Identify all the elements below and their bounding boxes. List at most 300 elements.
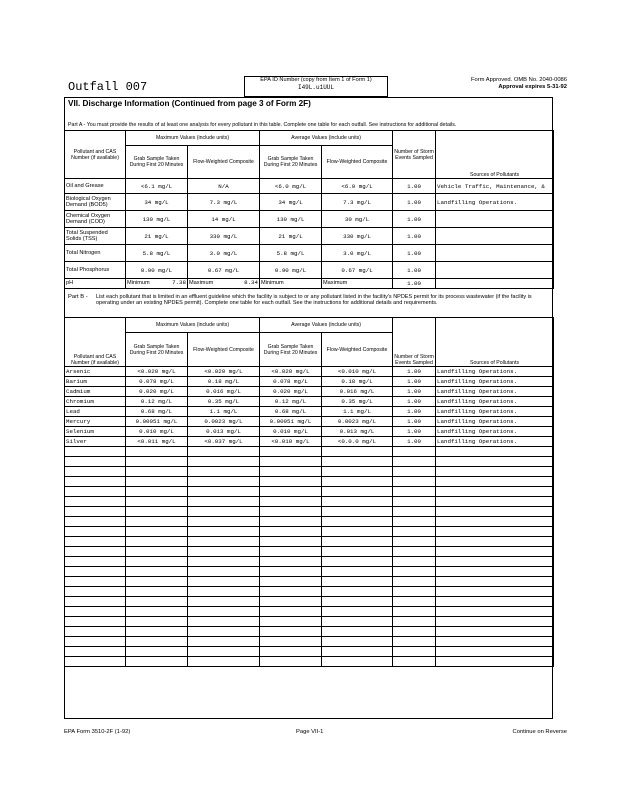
cell-max-flow[interactable]: 1.1 mg/L	[188, 407, 260, 417]
empty-cell[interactable]	[65, 657, 126, 667]
empty-cell[interactable]	[393, 547, 436, 557]
empty-cell[interactable]	[322, 637, 393, 647]
empty-cell[interactable]	[436, 637, 554, 647]
empty-cell[interactable]	[126, 477, 188, 487]
col-sources-header: Sources of Pollutants	[436, 131, 554, 179]
cell-source[interactable]: Landfilling Operations.	[436, 387, 554, 397]
empty-row	[65, 487, 554, 497]
empty-cell[interactable]	[188, 487, 260, 497]
empty-cell[interactable]	[65, 487, 126, 497]
cell-avg-grab[interactable]: 0.020 mg/L	[260, 387, 322, 397]
empty-cell[interactable]	[188, 507, 260, 517]
empty-cell[interactable]	[126, 517, 188, 527]
cell-max-flow[interactable]: 0.18 mg/L	[188, 377, 260, 387]
empty-cell[interactable]	[393, 487, 436, 497]
empty-cell[interactable]	[260, 537, 322, 547]
empty-cell[interactable]	[65, 507, 126, 517]
cell-max-grab[interactable]: 0.010 mg/L	[126, 427, 188, 437]
epa-id-label: EPA ID Number (copy from Item 1 of Form 1)	[260, 77, 372, 83]
empty-cell[interactable]	[436, 537, 554, 547]
cell-avg-flow[interactable]: 0.18 mg/L	[322, 377, 393, 387]
part-b-note: List each pollutant that is limited in an effluent guideline which the facility is subject to or any pollutant listed in the facility's NPDES permit for its process wastewater (if the facility is operating under an existing NPDES permit). Complete one table for each outfall. See the instructions for additional details and requirements.	[96, 294, 532, 307]
empty-cell[interactable]	[188, 607, 260, 617]
epa-id-box	[244, 76, 388, 97]
cell-avg-grab[interactable]: 5.8 mg/L	[260, 245, 322, 262]
cell-events[interactable]: 1.00	[393, 211, 436, 228]
ph-min-value[interactable]: 7.38	[172, 279, 186, 287]
empty-cell[interactable]	[188, 637, 260, 647]
cell-max-grab[interactable]: 0.12 mg/L	[126, 397, 188, 407]
cell-max-grab[interactable]: 0.68 mg/L	[126, 407, 188, 417]
cell-events[interactable]: 1.00	[393, 377, 436, 387]
empty-cell[interactable]	[436, 517, 554, 527]
b-col-avg-flow-header: Flow-Weighted Composite	[322, 333, 393, 367]
empty-cell[interactable]	[436, 477, 554, 487]
empty-cell[interactable]	[322, 647, 393, 657]
table-row	[65, 367, 554, 377]
table-row	[65, 262, 554, 279]
cell-source[interactable]	[436, 245, 554, 262]
cell-avg-flow[interactable]: 0.016 mg/L	[322, 387, 393, 397]
empty-cell[interactable]	[188, 567, 260, 577]
empty-cell[interactable]	[322, 547, 393, 557]
empty-cell[interactable]	[126, 617, 188, 627]
cell-events[interactable]: 1.00	[393, 179, 436, 194]
empty-cell[interactable]	[126, 457, 188, 467]
ph-max-value[interactable]: 8.34	[244, 279, 259, 287]
cell-avg-flow[interactable]: 1.1 mg/L	[322, 407, 393, 417]
cell-source[interactable]	[436, 211, 554, 228]
cell-avg-flow[interactable]: 330 mg/L	[322, 228, 393, 245]
empty-cell[interactable]	[188, 627, 260, 637]
empty-cell[interactable]	[188, 547, 260, 557]
empty-cell[interactable]	[393, 577, 436, 587]
empty-cell[interactable]	[126, 657, 188, 667]
empty-cell[interactable]	[188, 457, 260, 467]
empty-cell[interactable]	[393, 457, 436, 467]
empty-cell[interactable]	[126, 557, 188, 567]
cell-max-flow[interactable]: 14 mg/L	[188, 211, 260, 228]
empty-cell[interactable]	[260, 587, 322, 597]
cell-source[interactable]: Landfilling Operations.	[436, 367, 554, 377]
table-row	[65, 179, 554, 194]
cell-avg-grab[interactable]: 34 mg/L	[260, 194, 322, 211]
ph-label-text: pH	[66, 280, 74, 287]
cell-avg-flow[interactable]: 0.013 mg/L	[322, 427, 393, 437]
empty-cell[interactable]	[393, 607, 436, 617]
empty-cell[interactable]	[260, 497, 322, 507]
empty-cell[interactable]	[126, 637, 188, 647]
empty-cell[interactable]	[188, 517, 260, 527]
cell-source[interactable]: Landfilling Operations.	[436, 397, 554, 407]
cell-events[interactable]: 1.00	[393, 427, 436, 437]
b-col-events-header: Number of Storm Events Sampled	[393, 318, 436, 367]
empty-cell[interactable]	[126, 537, 188, 547]
outfall-number: Outfall 007	[68, 80, 148, 94]
part-a-table	[64, 130, 554, 289]
cell-source[interactable]: Vehicle Traffic, Maintenance, &	[436, 179, 554, 194]
empty-cell[interactable]	[65, 617, 126, 627]
cell-avg-flow[interactable]: <0.010 mg/L	[322, 367, 393, 377]
empty-row	[65, 507, 554, 517]
cell-max-grab[interactable]: <6.1 mg/L	[126, 179, 188, 194]
empty-cell[interactable]	[436, 607, 554, 617]
empty-cell[interactable]	[188, 647, 260, 657]
cell-max-grab[interactable]: 0.90 mg/L	[126, 262, 188, 279]
empty-cell[interactable]	[322, 477, 393, 487]
cell-avg-grab[interactable]: <6.0 mg/L	[260, 179, 322, 194]
empty-cell[interactable]	[436, 577, 554, 587]
cell-events[interactable]: 1.00	[393, 417, 436, 427]
empty-cell[interactable]	[322, 447, 393, 457]
empty-row	[65, 657, 554, 667]
empty-cell[interactable]	[393, 507, 436, 517]
approval-expiry: Approval expires 5-31-92	[498, 84, 567, 90]
empty-cell[interactable]	[188, 587, 260, 597]
empty-cell[interactable]	[260, 657, 322, 667]
pollutant-name: Barium	[65, 377, 126, 387]
empty-cell[interactable]	[126, 647, 188, 657]
empty-cell[interactable]	[65, 627, 126, 637]
ph-min2-label-text: Minimum	[261, 280, 284, 287]
empty-cell[interactable]	[260, 467, 322, 477]
cell-events[interactable]: 1.00	[393, 228, 436, 245]
pollutant-name: Selenium	[65, 427, 126, 437]
cell-max-flow[interactable]: 3.0 mg/L	[188, 245, 260, 262]
empty-cell[interactable]	[436, 597, 554, 607]
empty-cell[interactable]	[126, 497, 188, 507]
cell-source[interactable]: Landfilling Operations.	[436, 194, 554, 211]
cell-avg-grab[interactable]: 0.68 mg/L	[260, 407, 322, 417]
cell-max-grab[interactable]: 130 mg/L	[126, 211, 188, 228]
empty-cell[interactable]	[393, 637, 436, 647]
empty-cell[interactable]	[260, 577, 322, 587]
empty-cell[interactable]	[260, 527, 322, 537]
cell-max-flow[interactable]: N/A	[188, 179, 260, 194]
cell-max-flow[interactable]: 7.3 mg/L	[188, 194, 260, 211]
empty-cell[interactable]	[393, 567, 436, 577]
ph-min-label-text: Minimum	[127, 280, 150, 287]
ph-source-empty[interactable]	[436, 279, 554, 289]
empty-cell[interactable]	[322, 577, 393, 587]
empty-cell[interactable]	[260, 617, 322, 627]
empty-cell[interactable]	[260, 487, 322, 497]
empty-cell[interactable]	[126, 507, 188, 517]
empty-cell[interactable]	[260, 557, 322, 567]
empty-cell[interactable]	[393, 647, 436, 657]
empty-cell[interactable]	[65, 577, 126, 587]
empty-row	[65, 517, 554, 527]
empty-row	[65, 567, 554, 577]
empty-cell[interactable]	[188, 497, 260, 507]
cell-max-flow[interactable]: <0.020 mg/L	[188, 367, 260, 377]
empty-cell[interactable]	[188, 527, 260, 537]
empty-cell[interactable]	[260, 517, 322, 527]
empty-cell[interactable]	[126, 547, 188, 557]
col-pollutant-header: Pollutant and CAS Number (if available)	[65, 131, 126, 179]
empty-cell[interactable]	[188, 617, 260, 627]
empty-cell[interactable]	[436, 527, 554, 537]
cell-avg-grab[interactable]: 21 mg/L	[260, 228, 322, 245]
table-row	[65, 245, 554, 262]
empty-cell[interactable]	[260, 637, 322, 647]
empty-cell[interactable]	[436, 497, 554, 507]
cell-source[interactable]: Landfilling Operations.	[436, 427, 554, 437]
cell-source[interactable]	[436, 262, 554, 279]
table-row	[65, 228, 554, 245]
ph-max-label	[188, 279, 260, 289]
empty-cell[interactable]	[260, 627, 322, 637]
empty-cell[interactable]	[393, 497, 436, 507]
empty-cell[interactable]	[260, 607, 322, 617]
cell-max-flow[interactable]: 0.016 mg/L	[188, 387, 260, 397]
cell-avg-flow[interactable]: <6.0 mg/L	[322, 179, 393, 194]
empty-cell[interactable]	[322, 567, 393, 577]
footer-form-number: EPA Form 3510-2F (1-92)	[64, 729, 131, 735]
empty-cell[interactable]	[126, 447, 188, 457]
empty-cell[interactable]	[65, 547, 126, 557]
approval-omb: Form Approved. OMB No. 2040-0086	[470, 77, 567, 83]
cell-max-grab[interactable]: 0.078 mg/L	[126, 377, 188, 387]
cell-max-flow[interactable]: 0.67 mg/L	[188, 262, 260, 279]
empty-cell[interactable]	[126, 607, 188, 617]
cell-source[interactable]: Landfilling Operations.	[436, 377, 554, 387]
empty-cell[interactable]	[65, 587, 126, 597]
cell-source[interactable]: Landfilling Operations.	[436, 417, 554, 427]
pollutant-name: Silver	[65, 437, 126, 447]
empty-cell[interactable]	[436, 457, 554, 467]
ph-max2-label-text: Maximum	[323, 280, 348, 287]
cell-events[interactable]: 1.00	[393, 407, 436, 417]
empty-cell[interactable]	[65, 537, 126, 547]
empty-row	[65, 547, 554, 557]
empty-cell[interactable]	[260, 647, 322, 657]
empty-cell[interactable]	[260, 477, 322, 487]
empty-cell[interactable]	[322, 657, 393, 667]
cell-max-grab[interactable]: 21 mg/L	[126, 228, 188, 245]
empty-cell[interactable]	[188, 477, 260, 487]
cell-events[interactable]: 1.00	[393, 194, 436, 211]
empty-cell[interactable]	[393, 537, 436, 547]
pollutant-name: Biological Oxygen Demand (BOD5)	[65, 194, 126, 211]
cell-avg-flow[interactable]: <0.0.0 mg/L	[322, 437, 393, 447]
cell-avg-grab[interactable]: 0.12 mg/L	[260, 397, 322, 407]
empty-cell[interactable]	[260, 447, 322, 457]
col-avg-grab-header: Grab Sample Taken During First 20 Minutes	[260, 146, 322, 179]
cell-avg-grab[interactable]: <0.020 mg/L	[260, 367, 322, 377]
ph-events[interactable]	[393, 279, 436, 289]
cell-max-grab[interactable]: 0.020 mg/L	[126, 387, 188, 397]
pollutant-name: Total Phosphorus	[65, 262, 126, 279]
empty-cell[interactable]	[260, 597, 322, 607]
empty-cell[interactable]	[322, 467, 393, 477]
table-row	[65, 407, 554, 417]
empty-row	[65, 627, 554, 637]
empty-cell[interactable]	[65, 567, 126, 577]
empty-cell[interactable]	[436, 657, 554, 667]
empty-cell[interactable]	[65, 497, 126, 507]
empty-cell[interactable]	[65, 457, 126, 467]
empty-row	[65, 577, 554, 587]
empty-row	[65, 527, 554, 537]
cell-events[interactable]: 1.00	[393, 367, 436, 377]
empty-cell[interactable]	[322, 627, 393, 637]
cell-max-flow[interactable]: 0.0023 mg/L	[188, 417, 260, 427]
empty-cell[interactable]	[322, 507, 393, 517]
empty-cell[interactable]	[126, 587, 188, 597]
pollutant-name: Arsenic	[65, 367, 126, 377]
cell-max-grab[interactable]: 34 mg/L	[126, 194, 188, 211]
empty-cell[interactable]	[436, 627, 554, 637]
empty-cell[interactable]	[322, 527, 393, 537]
cell-events[interactable]: 1.00	[393, 397, 436, 407]
footer-continue: Continue on Reverse	[512, 729, 567, 735]
empty-cell[interactable]	[65, 527, 126, 537]
empty-cell[interactable]	[436, 447, 554, 457]
empty-cell[interactable]	[65, 647, 126, 657]
empty-cell[interactable]	[393, 447, 436, 457]
empty-cell[interactable]	[126, 577, 188, 587]
empty-cell[interactable]	[322, 587, 393, 597]
empty-cell[interactable]	[436, 547, 554, 557]
empty-cell[interactable]	[393, 597, 436, 607]
cell-max-flow[interactable]: 330 mg/L	[188, 228, 260, 245]
empty-cell[interactable]	[322, 597, 393, 607]
empty-cell[interactable]	[436, 567, 554, 577]
empty-cell[interactable]	[188, 447, 260, 457]
empty-cell[interactable]	[260, 507, 322, 517]
empty-cell[interactable]	[260, 567, 322, 577]
empty-cell[interactable]	[188, 537, 260, 547]
empty-cell[interactable]	[436, 557, 554, 567]
empty-cell[interactable]	[65, 467, 126, 477]
cell-source[interactable]: Landfilling Operations.	[436, 407, 554, 417]
cell-avg-flow[interactable]: 0.0023 mg/L	[322, 417, 393, 427]
empty-cell[interactable]	[188, 557, 260, 567]
cell-max-grab[interactable]: 0.00051 mg/L	[126, 417, 188, 427]
empty-cell[interactable]	[393, 617, 436, 627]
empty-cell[interactable]	[126, 627, 188, 637]
cell-events[interactable]: 1.00	[393, 262, 436, 279]
cell-source[interactable]: Landfilling Operations.	[436, 437, 554, 447]
empty-cell[interactable]	[393, 557, 436, 567]
ph-min2-label	[260, 279, 322, 289]
empty-cell[interactable]	[126, 527, 188, 537]
empty-cell[interactable]	[436, 587, 554, 597]
col-avg-values-header: Average Values (include units)	[260, 131, 393, 146]
empty-cell[interactable]	[436, 467, 554, 477]
empty-cell[interactable]	[322, 537, 393, 547]
empty-cell[interactable]	[322, 607, 393, 617]
cell-events[interactable]: 1.00	[393, 245, 436, 262]
empty-cell[interactable]	[65, 557, 126, 567]
cell-max-flow[interactable]: <0.037 mg/L	[188, 437, 260, 447]
empty-cell[interactable]	[322, 617, 393, 627]
empty-cell[interactable]	[65, 637, 126, 647]
empty-cell[interactable]	[65, 517, 126, 527]
empty-cell[interactable]	[436, 507, 554, 517]
cell-avg-grab[interactable]: 0.010 mg/L	[260, 427, 322, 437]
empty-cell[interactable]	[322, 517, 393, 527]
cell-avg-flow[interactable]: 7.3 mg/L	[322, 194, 393, 211]
section-title: VII. Discharge Information (Continued from page 3 of Form 2F)	[68, 99, 311, 108]
table-row	[65, 397, 554, 407]
cell-max-flow[interactable]: 0.35 mg/L	[188, 397, 260, 407]
ph-row	[65, 279, 554, 289]
col-events-header: Number of Storm Events Sampled	[393, 131, 436, 179]
empty-row	[65, 467, 554, 477]
empty-cell[interactable]	[65, 597, 126, 607]
pollutant-name: Chemical Oxygen Demand (COD)	[65, 211, 126, 228]
empty-cell[interactable]	[260, 457, 322, 467]
empty-cell[interactable]	[126, 597, 188, 607]
empty-cell[interactable]	[393, 587, 436, 597]
empty-cell[interactable]	[393, 517, 436, 527]
empty-cell[interactable]	[126, 467, 188, 477]
empty-cell[interactable]	[322, 457, 393, 467]
empty-cell[interactable]	[65, 607, 126, 617]
empty-cell[interactable]	[436, 647, 554, 657]
empty-cell[interactable]	[188, 597, 260, 607]
empty-cell[interactable]	[126, 567, 188, 577]
pollutant-name: Chromium	[65, 397, 126, 407]
empty-cell[interactable]	[322, 557, 393, 567]
empty-cell[interactable]	[188, 467, 260, 477]
cell-avg-flow[interactable]: 0.67 mg/L	[322, 262, 393, 279]
b-col-sources-header: Sources of Pollutants	[436, 318, 554, 367]
cell-avg-grab[interactable]: 0.90 mg/L	[260, 262, 322, 279]
empty-cell[interactable]	[188, 657, 260, 667]
empty-cell[interactable]	[393, 477, 436, 487]
cell-avg-grab[interactable]: 0.078 mg/L	[260, 377, 322, 387]
table-row	[65, 437, 554, 447]
empty-cell[interactable]	[65, 447, 126, 457]
table-row	[65, 211, 554, 228]
empty-cell[interactable]	[436, 487, 554, 497]
cell-source[interactable]	[436, 228, 554, 245]
b-col-max-values-header: Maximum Values (include units)	[126, 318, 260, 333]
cell-avg-flow[interactable]: 3.0 mg/L	[322, 245, 393, 262]
cell-max-grab[interactable]: 5.8 mg/L	[126, 245, 188, 262]
empty-cell[interactable]	[260, 547, 322, 557]
cell-events[interactable]: 1.00	[393, 387, 436, 397]
empty-row	[65, 637, 554, 647]
cell-avg-grab[interactable]: 0.00051 mg/L	[260, 417, 322, 427]
pollutant-name: Total Nitrogen	[65, 245, 126, 262]
empty-cell[interactable]	[393, 657, 436, 667]
empty-cell[interactable]	[436, 617, 554, 627]
empty-cell[interactable]	[393, 627, 436, 637]
cell-avg-flow[interactable]: 30 mg/L	[322, 211, 393, 228]
empty-cell[interactable]	[322, 487, 393, 497]
cell-avg-grab[interactable]: 130 mg/L	[260, 211, 322, 228]
ph-max-label-text: Maximum	[189, 280, 214, 287]
empty-cell[interactable]	[322, 497, 393, 507]
empty-cell[interactable]	[188, 577, 260, 587]
b-col-pollutant-header: Pollutant and CAS Number (if available)	[65, 318, 126, 367]
cell-avg-flow[interactable]: 0.35 mg/L	[322, 397, 393, 407]
cell-avg-grab[interactable]: <0.010 mg/L	[260, 437, 322, 447]
empty-cell[interactable]	[393, 467, 436, 477]
empty-cell[interactable]	[393, 527, 436, 537]
empty-cell[interactable]	[65, 477, 126, 487]
cell-max-flow[interactable]: 0.013 mg/L	[188, 427, 260, 437]
ph-min-label	[126, 279, 188, 289]
cell-events[interactable]: 1.00	[393, 437, 436, 447]
cell-max-grab[interactable]: <0.011 mg/L	[126, 437, 188, 447]
empty-cell[interactable]	[126, 487, 188, 497]
cell-max-grab[interactable]: <0.020 mg/L	[126, 367, 188, 377]
